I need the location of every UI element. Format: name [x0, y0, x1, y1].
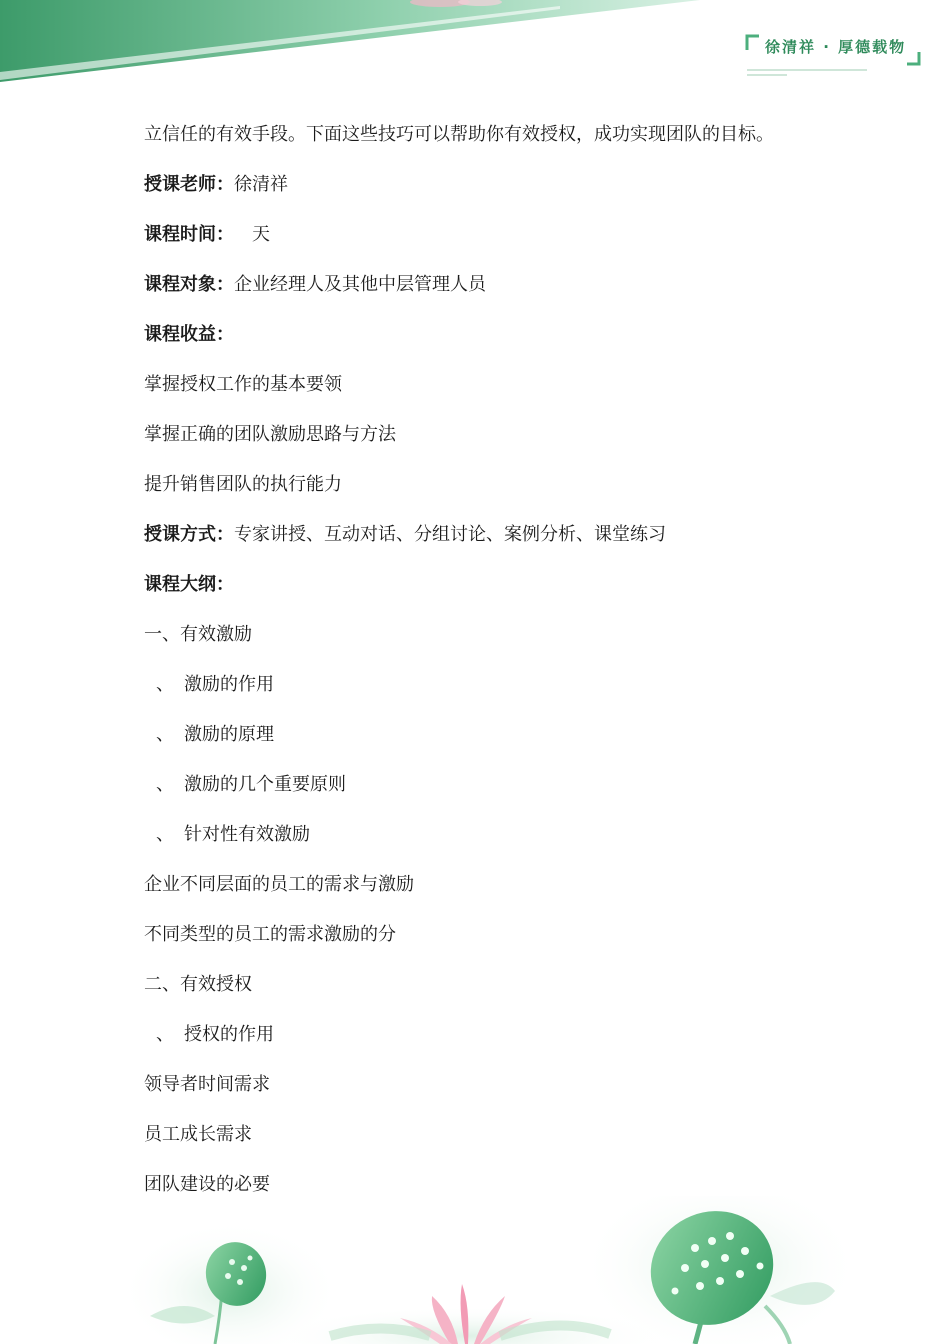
list-marker: 、: [156, 724, 174, 745]
duration-value: 天: [252, 224, 270, 245]
outline-sub-item: [144, 668, 904, 718]
outline-sub-item: [144, 718, 904, 768]
audience-row: [144, 268, 904, 318]
benefit-item: 掌握授权工作的基本要领: [144, 374, 342, 395]
audience-value: 企业经理人及其他中层管理人员: [234, 274, 486, 295]
section-title: 二、有效授权: [144, 974, 252, 995]
outline-note: 员工成长需求: [144, 1124, 252, 1145]
outline-sub-item-text: 授权的作用: [184, 1024, 274, 1045]
lotus-decoration: [0, 1196, 950, 1344]
method-row: [144, 518, 904, 568]
teacher-value: 徐清祥: [234, 174, 288, 195]
outline-note: 团队建设的必要: [144, 1174, 270, 1195]
list-marker: 、: [156, 1024, 174, 1045]
outline-note: 领导者时间需求: [144, 1074, 270, 1095]
list-marker: 、: [156, 824, 174, 845]
benefit-item: 掌握正确的团队激励思路与方法: [144, 424, 396, 445]
brand-title: 徐清祥 · 厚德载物: [765, 38, 907, 56]
benefits-heading: [144, 318, 904, 368]
section-title: 一、有效激励: [144, 624, 252, 645]
outline-sub-item-text: 激励的原理: [184, 724, 274, 745]
duration-row: [144, 218, 904, 268]
outline-sub-item-text: 激励的几个重要原则: [184, 774, 346, 795]
outline-note: 企业不同层面的员工的需求与激励: [144, 874, 414, 895]
audience-label: 课程对象：: [144, 274, 234, 295]
brand-logo: [745, 32, 923, 80]
method-label: 授课方式：: [144, 524, 234, 545]
brand-fine-print: [747, 68, 872, 78]
outline-sub-item: [144, 1018, 904, 1068]
outline-sub-item: [144, 818, 904, 868]
teacher-label: 授课老师：: [144, 174, 234, 195]
benefit-item: 提升销售团队的执行能力: [144, 474, 342, 495]
teacher-row: [144, 168, 904, 218]
list-marker: 、: [156, 774, 174, 795]
outline-sub-item-text: 激励的作用: [184, 674, 274, 695]
intro-paragraph: 立信任的有效手段。下面这些技巧可以帮助你有效授权，成功实现团队的目标。: [144, 124, 774, 145]
duration-label: 课程时间：: [144, 224, 234, 245]
method-value: 专家讲授、互动对话、分组讨论、案例分析、课堂练习: [234, 524, 666, 545]
list-marker: 、: [156, 674, 174, 695]
outline-sub-item-text: 针对性有效激励: [184, 824, 310, 845]
outline-label: 课程大纲：: [144, 574, 234, 595]
outline-sub-item: [144, 768, 904, 818]
outline-note: 不同类型的员工的需求激励的分: [144, 924, 396, 945]
outline-heading: [144, 568, 904, 618]
course-document: [144, 118, 904, 1218]
benefits-label: 课程收益：: [144, 324, 234, 345]
